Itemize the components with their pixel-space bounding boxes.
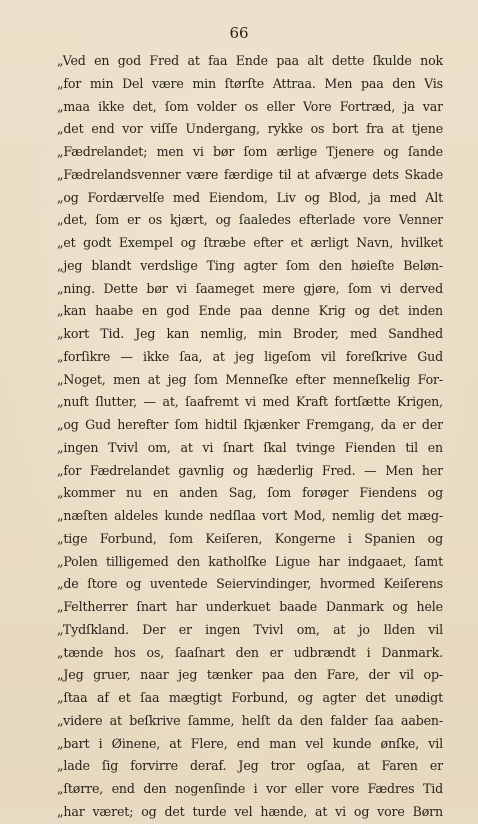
text-line: „og Fordærvelſe med Eiendom, Liv og Blod, ja med Alt [57,189,443,205]
text-line: „tænde hos os, ſaaſnart den er udbrændt i Danmark. [57,644,443,660]
text-line: „nuft ſlutter, — at, ſaafremt vi med Kraft fortſætte Krigen, [57,394,443,410]
text-line: „tige Forbund, ſom Keiſeren, Kongerne i Spanien og [57,530,443,546]
text-line: „videre at beſkrive ſamme, helſt da den falder ſaa aaben- [57,712,443,728]
text-line: „Jeg gruer, naar jeg tænker paa den Fare, der vil op- [57,667,443,683]
text-line: „kan haabe en god Ende paa denne Krig og det inden [57,303,443,319]
text-line: „de ſtore og uventede Seiervindinger, hvormed Keiſerens [57,576,443,592]
text-line: „og Gud herefter ſom hidtil ſkjænker Fremgang, da er der [57,417,443,432]
text-line: „for min Del være min ſtørſte Attraa. Men paa den Vis [57,75,443,91]
page-number: 66 [229,24,249,42]
text-line: „Fædrelandet; men vi bør ſom ærlige Tjenere og ſande [57,144,443,159]
text-line: „ſtaa af et ſaa mægtigt Forbund, og agter det unødigt [57,690,443,705]
text-line: „for Fædrelandet gavnlig og hæderlig Fred. — Men her [57,462,443,478]
text-line: „et godt Exempel og ſtræbe efter et ærligt Navn, hvilket [57,235,443,250]
text-line: „har været; og det turde vel hænde, at vi og vore Børn [57,803,443,819]
text-line: „maa ikke det, ſom volder os eller Vore Fortræd, ja var [57,98,443,114]
text-line: „kort Tid. Jeg kan nemlig, min Broder, med Sandhed [57,326,443,341]
text-line: „det end vor viſſe Undergang, rykke os bort fra at tjene [57,121,443,137]
body-text [57,50,443,824]
text-line: „Tydſkland. Der er ingen Tvivl om, at jo Ilden vil [57,621,443,637]
text-line: „ſtørre, end den nogenſinde i vor eller vore Fædres Tid [57,781,443,796]
text-line: „Fædrelandsvenner være færdige til at afværge dets Skade [57,166,443,182]
text-line: „det, ſom er os kjært, og ſaaledes efterlade vore Venner [57,212,443,228]
text-line: „næſten aldeles kunde nedſlaa vort Mod, nemlig det mæg- [57,508,443,523]
text-line: „ingen Tvivl om, at vi ſnart ſkal tvinge Fienden til en [57,439,443,455]
text-line: „Noget, men at jeg ſom Menneſke efter menneſkelig For- [57,371,443,387]
text-line: „Ved en god Fred at faa Ende paa alt dette ſkulde nok [57,53,443,68]
text-line: „jeg blandt verdslige Ting agter ſom den høieſte Beløn- [57,257,443,273]
text-line: „Polen tilligemed den katholſke Ligue har indgaaet, ſamt [57,553,443,569]
text-line: „ning. Dette bør vi ſaameget mere gjøre, ſom vi derved [57,280,443,296]
text-line: „Feltherrer ſnart har underkuet baade Danmark og hele [57,599,443,614]
text-line: „bart i Øinene, at Flere, end man vel kunde ønſke, vil [57,735,443,751]
text-line: „forſikre — ikke ſaa, at jeg ligeſom vil foreſkrive Gud [57,348,443,364]
text-line: „kommer nu en anden Sag, ſom forøger Fiendens og [57,485,443,501]
text-line: „lade ſig forvirre deraf. Jeg tror ogſaa, at Faren er [57,758,443,774]
